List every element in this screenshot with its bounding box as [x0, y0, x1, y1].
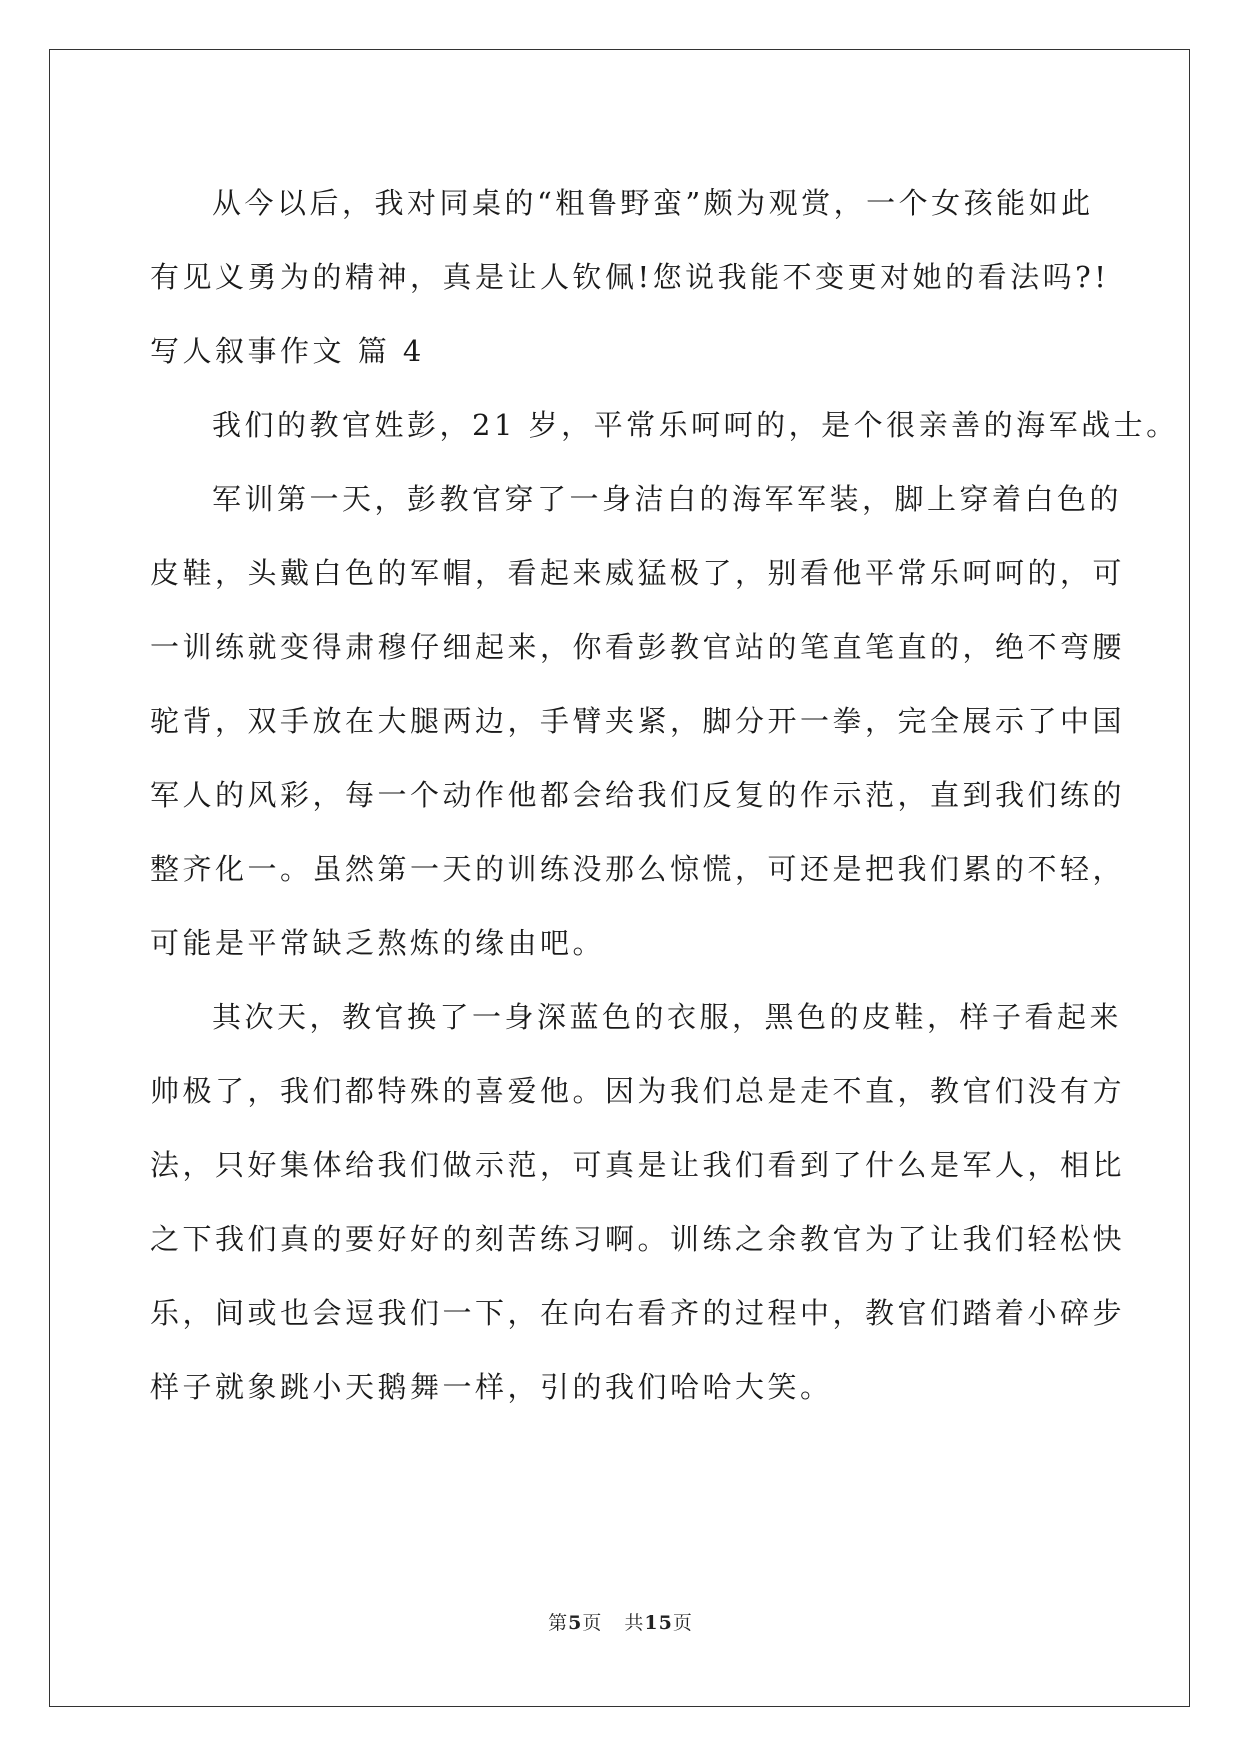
- section-heading: 写人叙事作文 篇 4: [150, 334, 425, 368]
- footer-prefix: 第: [548, 1612, 569, 1634]
- footer-total-prefix: 共: [624, 1612, 645, 1634]
- document-body: [150, 166, 1179, 1424]
- paragraph-line: 一训练就变得肃穆仔细起来，你看彭教官站的笔直笔直的，绝不弯腰: [150, 630, 1126, 664]
- paragraph-line: 之下我们真的要好好的刻苦练习啊。训练之余教官为了让我们轻松快: [150, 1222, 1126, 1256]
- paragraph-line: 皮鞋，头戴白色的军帽，看起来威猛极了，别看他平常乐呵呵的，可: [150, 556, 1126, 590]
- paragraph-line: 军训第一天，彭教官穿了一身洁白的海军军装，脚上穿着白色的: [212, 482, 1123, 516]
- paragraph-line: 其次天，教官换了一身深蓝色的衣服，黑色的皮鞋，样子看起来: [212, 1000, 1123, 1034]
- current-page-number: 5: [568, 1612, 583, 1634]
- paragraph-line: 军人的风彩，每一个动作他都会给我们反复的作示范，直到我们练的: [150, 778, 1126, 812]
- page-footer: [0, 1608, 1241, 1635]
- paragraph-line: 法，只好集体给我们做示范，可真是让我们看到了什么是军人，相比: [150, 1148, 1126, 1182]
- paragraph-line: 我们的教官姓彭，21 岁，平常乐呵呵的，是个很亲善的海军战士。: [212, 408, 1179, 442]
- paragraph-line: 乐，间或也会逗我们一下，在向右看齐的过程中，教官们踏着小碎步: [150, 1296, 1126, 1330]
- paragraph-line: 帅极了，我们都特殊的喜爱他。因为我们总是走不直，教官们没有方: [150, 1074, 1126, 1108]
- paragraph-line: 从今以后，我对同桌的“粗鲁野蛮”颇为观赏，一个女孩能如此: [212, 186, 1094, 220]
- paragraph-line: 驼背，双手放在大腿两边，手臂夹紧，脚分开一拳，完全展示了中国: [150, 704, 1126, 738]
- total-page-count: 15: [644, 1612, 673, 1634]
- footer-total-unit: 页: [672, 1612, 693, 1634]
- paragraph-line: 可能是平常缺乏熬炼的缘由吧。: [150, 926, 606, 960]
- footer-page-unit: 页: [582, 1612, 603, 1634]
- paragraph-line: 有见义勇为的精神，真是让人钦佩!您说我能不变更对她的看法吗?!: [150, 260, 1110, 294]
- paragraph-line: 样子就象跳小天鹅舞一样，引的我们哈哈大笑。: [150, 1370, 833, 1404]
- paragraph-line: 整齐化一。虽然第一天的训练没那么惊慌，可还是把我们累的不轻，: [150, 852, 1126, 886]
